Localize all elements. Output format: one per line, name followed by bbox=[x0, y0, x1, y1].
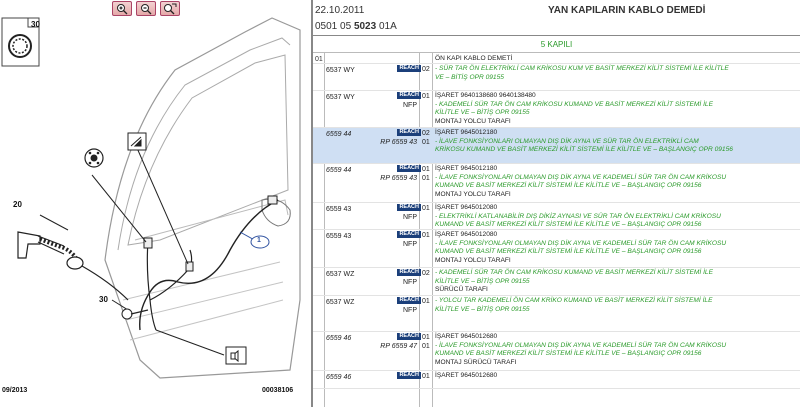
description-line: İŞARET 9645012680 bbox=[435, 333, 498, 340]
quantity: 01 bbox=[422, 373, 430, 380]
diagram-panel bbox=[0, 0, 313, 407]
description-line: - İLAVE FONKSİYONLARI OLMAYAN DIŞ DİK AYNA VE SÜR TAR ÖN ELEKTRİKLİ CAM bbox=[435, 137, 699, 145]
part-code: 6537 WY bbox=[326, 67, 355, 74]
description-line: KUMAND VE BASİT MERKEZİ KİLİT SİSTEMİ İLE KİLİTLE VE – BAŞLANGIÇ OPR 09156 bbox=[435, 221, 702, 228]
part-description bbox=[435, 129, 793, 155]
table-row[interactable] bbox=[313, 203, 800, 230]
description-line: KRİKOSU KUMAND VE BASİT MERKEZİ KİLİT SİSTEMİ İLE KİLİTLE VE – BAŞLANGIÇ OPR 09156 bbox=[435, 146, 733, 153]
nfp-label: NFP bbox=[403, 279, 417, 286]
quantity: 01 bbox=[422, 175, 430, 182]
part-description bbox=[435, 204, 793, 230]
quantity: 01 bbox=[422, 139, 430, 146]
part-description bbox=[435, 372, 793, 381]
nfp-label: NFP bbox=[403, 241, 417, 248]
table-row[interactable] bbox=[313, 64, 800, 91]
part-code: 6559 43 bbox=[326, 233, 352, 240]
description-line: MONTAJ SÜRÜCÜ TARAFI bbox=[435, 358, 517, 366]
nfp-label: NFP bbox=[403, 307, 417, 314]
description-line: İŞARET 9645012080 bbox=[435, 204, 498, 211]
description-line: ÖN KAPI KABLO DEMETİ bbox=[435, 55, 513, 62]
description-line: İŞARET 9645012680 bbox=[435, 372, 498, 379]
door-wiring-diagram bbox=[0, 0, 313, 407]
description-line: - İLAVE FONKSİYONLARI OLMAYAN DIŞ DİK AYNA VE KADEMELİ SÜR TAR ÖN CAM KRİKOSU bbox=[435, 239, 727, 247]
ref-code: 5023 bbox=[353, 21, 377, 32]
reach-badge: REACH bbox=[399, 204, 419, 210]
quantity: 01 bbox=[422, 205, 430, 212]
description-line: MONTAJ YOLCU TARAFI bbox=[435, 190, 511, 198]
footer-code: 00038106 bbox=[262, 387, 294, 394]
description-line: İŞARET 9640138680 9640138480 bbox=[435, 92, 536, 99]
quantity: 01 bbox=[422, 232, 430, 239]
fit-icon[interactable] bbox=[160, 1, 180, 16]
subtitle-divider bbox=[313, 52, 800, 53]
footer-date: 09/2013 bbox=[2, 387, 28, 394]
part-code: 6559 46 bbox=[326, 374, 352, 381]
table-row[interactable] bbox=[313, 296, 800, 332]
table-row[interactable] bbox=[313, 128, 800, 164]
table-row[interactable] bbox=[313, 230, 800, 268]
part-description bbox=[435, 231, 793, 265]
part-description bbox=[435, 92, 793, 126]
description-line: - KADEMELİ SÜR TAR ÖN CAM KRİKOSU KUMAND VE BASİT MERKEZİ KİLİT SİSTEMİ İLE bbox=[435, 100, 713, 108]
header-date: 22.10.2011 bbox=[315, 5, 365, 16]
table-row[interactable] bbox=[313, 164, 800, 203]
description-line: VE – BİTİŞ OPR 09155 bbox=[435, 73, 504, 81]
quantity: 02 bbox=[422, 66, 430, 73]
part-code: 6537 WZ bbox=[326, 299, 355, 306]
replacement-code: RP 6559 43 bbox=[380, 139, 417, 146]
part-code: 6559 44 bbox=[326, 131, 352, 138]
description-line: KUMAND VE BASİT MERKEZİ KİLİT SİSTEMİ İLE KİLİTLE VE – BAŞLANGIÇ OPR 09156 bbox=[435, 248, 702, 255]
reach-badge: REACH bbox=[399, 333, 419, 339]
header-divider bbox=[313, 35, 800, 36]
table-row[interactable] bbox=[313, 332, 800, 371]
quantity: 01 bbox=[422, 298, 430, 305]
callout-1: 1 bbox=[257, 237, 261, 244]
zoom-out-icon[interactable] bbox=[136, 1, 156, 16]
ref-prefix: 0501 05 bbox=[315, 21, 354, 32]
description-line: - SÜR TAR ÖN ELEKTRİKLİ CAM KRİKOSU KUM VE BASİT MERKEZİ KİLİT SİSTEMİ İLE KİLİTLE bbox=[435, 65, 729, 72]
reach-badge: REACH bbox=[399, 129, 419, 135]
description-line: - ELEKTRİKLİ KATLANABİLİR DIŞ DİKİZ AYNASI VE SÜR TAR ÖN ELEKTRİKLİ CAM KRİKOSU bbox=[435, 212, 721, 220]
description-line: SÜRÜCÜ TARAFI bbox=[435, 286, 488, 293]
part-description bbox=[435, 269, 793, 295]
parts-list-panel bbox=[313, 0, 800, 407]
reach-badge: REACH bbox=[399, 165, 419, 171]
part-description bbox=[435, 165, 793, 199]
part-code: 6559 46 bbox=[326, 335, 352, 342]
description-line: MONTAJ YOLCU TARAFI bbox=[435, 256, 511, 264]
quantity: 02 bbox=[422, 270, 430, 277]
description-line: KUMAND VE BASİT MERKEZİ KİLİT SİSTEMİ İLE KİLİTLE VE – BAŞLANGIÇ OPR 09156 bbox=[435, 182, 702, 189]
description-line: - YOLCU TAR KADEMELİ ÖN CAM KRİKO KUMAND VE BASİT MERKEZİ KİLİT SİSTEMİ İLE bbox=[435, 297, 713, 304]
table-row[interactable] bbox=[313, 371, 800, 389]
part-code: 6537 WY bbox=[326, 94, 355, 101]
callout-30-bottom: 30 bbox=[99, 295, 108, 304]
part-description bbox=[435, 65, 793, 82]
subtitle: 5 KAPILI bbox=[540, 40, 573, 49]
part-description bbox=[435, 297, 793, 314]
description-line: - İLAVE FONKSİYONLARI OLMAYAN DIŞ DİK AYNA VE KADEMELİ SÜR TAR ÖN CAM KRİKOSU bbox=[435, 173, 727, 181]
quantity: 01 bbox=[422, 93, 430, 100]
nfp-label: NFP bbox=[403, 102, 417, 109]
part-code: 6559 43 bbox=[326, 206, 352, 213]
description-line: MONTAJ YOLCU TARAFI bbox=[435, 117, 511, 125]
callout-20: 20 bbox=[13, 200, 22, 209]
part-code: 6537 WZ bbox=[326, 271, 355, 278]
table-row[interactable] bbox=[313, 268, 800, 296]
page-title: YAN KAPILARIN KABLO DEMEDİ bbox=[548, 5, 706, 16]
quantity: 02 bbox=[422, 130, 430, 137]
nfp-label: NFP bbox=[403, 214, 417, 221]
description-line: - KADEMELİ SÜR TAR ÖN CAM KRİKOSU KUMAND VE BASİT MERKEZİ KİLİT SİSTEMİ İLE bbox=[435, 269, 713, 276]
zoom-in-icon[interactable] bbox=[112, 1, 132, 16]
description-line: İŞARET 9645012180 bbox=[435, 129, 498, 136]
replacement-code: RP 6559 47 bbox=[380, 343, 417, 350]
callout-30-top: 30 bbox=[31, 20, 40, 29]
reach-badge: REACH bbox=[399, 65, 419, 71]
description-line: - İLAVE FONKSİYONLARI OLMAYAN DIŞ DİK AYNA VE KADEMELİ SÜR TAR ÖN CAM KRİKOSU bbox=[435, 341, 727, 349]
table-row[interactable] bbox=[313, 54, 800, 64]
quantity: 01 bbox=[422, 343, 430, 350]
reach-badge: REACH bbox=[399, 231, 419, 237]
quantity: 01 bbox=[422, 334, 430, 341]
description-line: KİLİTLE VE – BİTİŞ OPR 09155 bbox=[435, 305, 530, 313]
quantity: 01 bbox=[422, 166, 430, 173]
row-index: 01 bbox=[315, 56, 323, 63]
part-description bbox=[435, 333, 793, 367]
reach-badge: REACH bbox=[399, 297, 419, 303]
header-reference bbox=[315, 21, 397, 32]
part-code: 6559 44 bbox=[326, 167, 352, 174]
part-description bbox=[435, 55, 793, 64]
reach-badge: REACH bbox=[399, 92, 419, 98]
description-line: KUMAND VE BASİT MERKEZİ KİLİT SİSTEMİ İLE KİLİTLE VE – BAŞLANGIÇ OPR 09156 bbox=[435, 350, 702, 357]
description-line: KİLİTLE VE – BİTİŞ OPR 09155 bbox=[435, 109, 530, 116]
diagram-toolbar bbox=[112, 1, 180, 17]
description-line: KİLİTLE VE – BİTİŞ OPR 09155 bbox=[435, 277, 530, 285]
replacement-code: RP 6559 43 bbox=[380, 175, 417, 182]
description-line: İŞARET 9645012080 bbox=[435, 231, 498, 238]
reach-badge: REACH bbox=[399, 372, 419, 378]
reach-badge: REACH bbox=[399, 269, 419, 275]
parts-table bbox=[313, 54, 800, 389]
ref-suffix: 01A bbox=[376, 21, 397, 32]
description-line: İŞARET 9645012180 bbox=[435, 165, 498, 172]
table-row[interactable] bbox=[313, 91, 800, 128]
